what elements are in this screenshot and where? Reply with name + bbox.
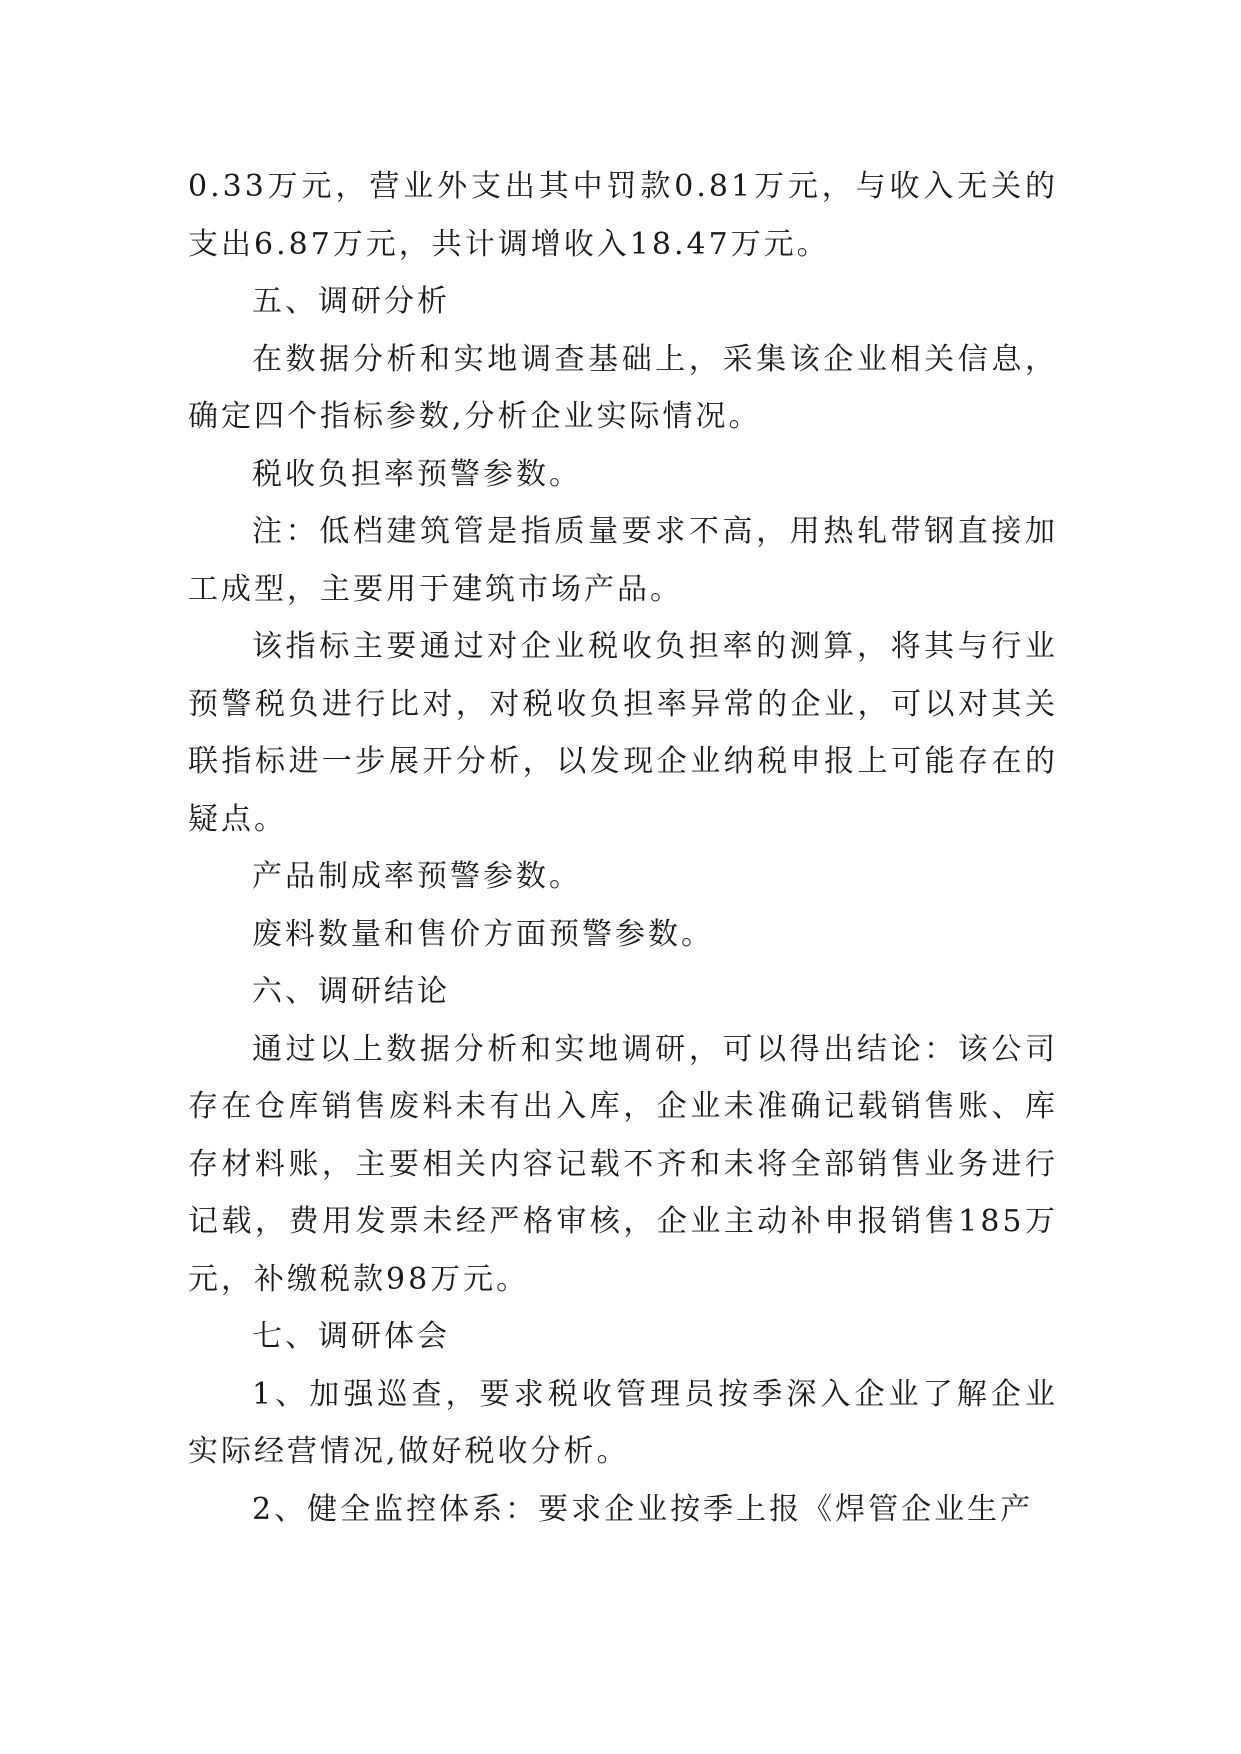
section-heading-research-analysis: 五、调研分析 bbox=[252, 284, 450, 319]
paragraph-scrap-param: 废料数量和售价方面预警参数。 bbox=[252, 916, 714, 952]
paragraph-tax-burden-param: 税收负担率预警参数。 bbox=[252, 456, 582, 492]
paragraph-note-low-grade-pipe: 注：低档建筑管是指质量要求不高，用热轧带钢直接加工成型，主要用于建筑市场产品。 bbox=[188, 514, 1058, 607]
paragraph-income-adjustment: 0.33万元，营业外支出其中罚款0.81万元，与收入无关的支出6.87万元，共计调增收入18.47万元。 bbox=[188, 169, 1058, 262]
paragraph-indicator-explanation: 该指标主要通过对企业税收负担率的测算，将其与行业预警税负进行比对，对税收负担率异常的企业，可以对其关联指标进一步展开分析，以发现企业纳税申报上可能存在的疑点。 bbox=[188, 629, 1058, 837]
paragraph-analysis-intro: 在数据分析和实地调查基础上，采集该企业相关信息，确定四个指标参数,分析企业实际情况。 bbox=[188, 341, 1058, 434]
paragraph-experience-2: 2、健全监控体系：要求企业按季上报《焊管企业生产 bbox=[252, 1491, 1034, 1527]
document-body bbox=[188, 158, 1058, 1538]
paragraph-yield-rate-param: 产品制成率预警参数。 bbox=[252, 859, 582, 894]
section-heading-research-conclusion: 六、调研结论 bbox=[252, 974, 450, 1009]
section-heading-research-experience: 七、调研体会 bbox=[252, 1319, 450, 1354]
paragraph-conclusion: 通过以上数据分析和实地调研，可以得出结论：该公司存在仓库销售废料未有出入库，企业未准确记载销售账、库存材料账，主要相关内容记载不齐和未将全部销售业务进行记载，费用发票未经严格审核，企业主动补申报销售185万元，补缴税款98万元。 bbox=[188, 1031, 1058, 1297]
paragraph-experience-1: 1、加强巡查，要求税收管理员按季深入企业了解企业实际经营情况,做好税收分析。 bbox=[188, 1376, 1058, 1469]
